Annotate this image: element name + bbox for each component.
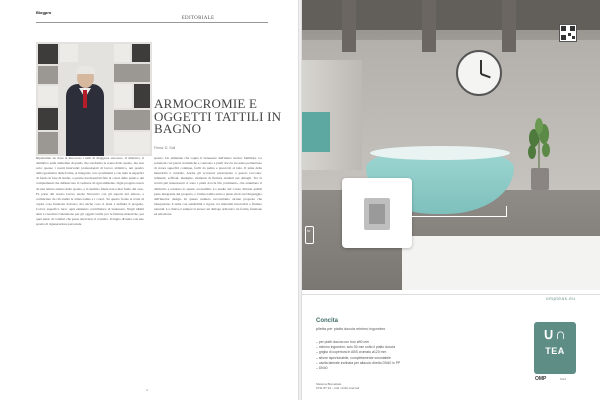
article-author: Firma: D. Soli bbox=[154, 146, 176, 150]
qr-cell bbox=[561, 26, 566, 31]
collage-tile bbox=[38, 108, 58, 130]
sink-cabinet bbox=[302, 112, 330, 152]
bathtub-rim bbox=[370, 146, 510, 160]
dimension-label: 50 bbox=[307, 229, 311, 233]
plant-pot bbox=[531, 168, 549, 190]
right-page bbox=[302, 0, 600, 400]
feature-item: – minimo ingombro: solo 50 mm sotto il piatto doccia bbox=[316, 345, 516, 350]
qr-cell bbox=[568, 33, 571, 36]
article-column-1: Ripartiamo da dove si muovono i temi di maggiore successo. Il didattico, il distintivo sulla attitudine di quello che trasforma la scena dello spazio, ma non solo: spesso i nostri interventi professionali di lavoro abitativo, nel quadro della geometria delle forme, si integrano con i pavimenti e con tutte le superfici di fondo in fase di studio, a partire dai materiali fino ai colori delle pareti e dei complementi che definiscono il carattere di ogni ambiente. Ogni progetto nasce da una lettura attenta dello spazio, e il risultato finale non è mai frutto del caso. Fa parte del nostro lavoro anche l'incontro con gli esperti del settore, a cominciare da chi studia le armocromie e i colori. Su questo fronte si tratta di capire cosa funziona davvero, ma anche cosa ci aiuta a definire il progetto. Colori, superfici, luce: ogni elemento contribuisce al benessere. Negli ultimi anni è cresciuta l'attenzione per gli oggetti tattili, per le finiture materiche, per quel senso di comfort che passa attraverso il contatto. Il bagno diventa così uno spazio di rigenerazione personale. bbox=[36, 156, 144, 227]
feature-item: – per piatti doccia con foro ø90 mm bbox=[316, 340, 516, 345]
magazine-brand: Blogpro bbox=[36, 10, 52, 15]
product-detail bbox=[369, 204, 385, 224]
collage-tile bbox=[132, 44, 150, 62]
collage-tile bbox=[114, 44, 130, 62]
qr-cell bbox=[561, 35, 566, 40]
feature-list bbox=[316, 340, 516, 371]
tea-logo-glyph: ∪∩ bbox=[543, 326, 567, 343]
dimension-sticker bbox=[305, 226, 314, 244]
collage-tile bbox=[38, 86, 58, 106]
portrait-photo bbox=[36, 42, 152, 156]
article-title: ARMOCROMIE E OGGETTI TATTILI IN BAGNO bbox=[154, 96, 282, 136]
collage-tile bbox=[114, 110, 150, 130]
website-url[interactable]: ompteas.eu bbox=[546, 296, 576, 301]
callout-line bbox=[506, 206, 507, 217]
person-hair bbox=[76, 66, 95, 74]
ceiling-beam bbox=[342, 0, 356, 52]
collage-tile bbox=[114, 84, 132, 108]
contact-line: 0731 87 10 – tutti i diritti riservati bbox=[316, 386, 360, 391]
collage-tile bbox=[114, 64, 150, 82]
person-tie bbox=[83, 90, 87, 108]
qr-cell bbox=[570, 26, 575, 31]
collage-tile bbox=[38, 132, 58, 154]
clock-icon bbox=[456, 50, 502, 96]
divider bbox=[302, 294, 600, 295]
tea-logo-text: TEA bbox=[545, 346, 565, 356]
omp-logo: OMP bbox=[535, 376, 547, 382]
bathroom-photo bbox=[302, 0, 600, 290]
collage-tile bbox=[60, 44, 78, 62]
product-name: Concita bbox=[316, 318, 339, 324]
qr-cell bbox=[572, 36, 575, 39]
shower-tray bbox=[402, 236, 600, 290]
article-column-2: spazio. Un ambiente che ospita il benessere dell'intero nucleo familiare. Le soluzioni con pareti cromatiche a contrasto e piatti doccia in resina permettono di creare superfici continue, facili da pulire e piacevoli al tatto. Il tema della matericità è centrale. Anche gli accessori partecipano a questo racconto: rubinetti, soffioni, maniglie, elementi di finitura studiati nei dettagli. Tra le novità più interessanti ci sono i piatti doccia filo pavimento, che annullano il dislivello e rendono lo spazio accessibile. Lo studio del colore diventa quindi parte integrante del progetto, e l'armocromia entra a pieno titolo nel linguaggio dell'interior design. In questo numero raccontiamo alcune proposte che interpretano il tema con sensibilità e rigore, tra materiali innovativi e finiture naturali. La chiave è sempre la stessa: un dialogo armonico tra forma, funzione ed emozione. bbox=[154, 156, 262, 217]
feature-item: – uscita laterale inclinata per allaccio diretto DN40 in PP bbox=[316, 361, 516, 366]
callout-line bbox=[412, 216, 507, 217]
collage-tile bbox=[134, 84, 150, 108]
feature-item: – DN40 bbox=[316, 366, 516, 371]
product-description: piletta per piatto doccia minimo ingombro bbox=[316, 327, 386, 331]
logo-suffix: KG2 bbox=[560, 377, 567, 381]
page-number: 4 bbox=[146, 388, 148, 392]
feature-item: – sifone ispezionabile, completamente smontabile bbox=[316, 356, 516, 361]
qr-code-icon[interactable] bbox=[559, 24, 577, 42]
feature-item: – griglia di copertura in ABS cromato ø120 mm bbox=[316, 350, 516, 355]
ceiling-beam bbox=[502, 0, 516, 52]
collage-tile bbox=[114, 132, 150, 154]
plant-icon bbox=[528, 118, 550, 172]
contact-info bbox=[316, 382, 359, 390]
contact-line: Sistema Brevettato bbox=[316, 382, 342, 386]
tea-logo bbox=[534, 322, 576, 374]
header-rule bbox=[36, 22, 268, 23]
clock-hand bbox=[481, 73, 491, 78]
clock-hand bbox=[480, 60, 482, 74]
product-inset bbox=[342, 178, 412, 248]
collage-tile bbox=[38, 66, 58, 84]
section-label: EDITORIALE bbox=[181, 16, 215, 21]
ceiling-beam bbox=[422, 0, 436, 52]
collage-tile bbox=[38, 44, 58, 64]
